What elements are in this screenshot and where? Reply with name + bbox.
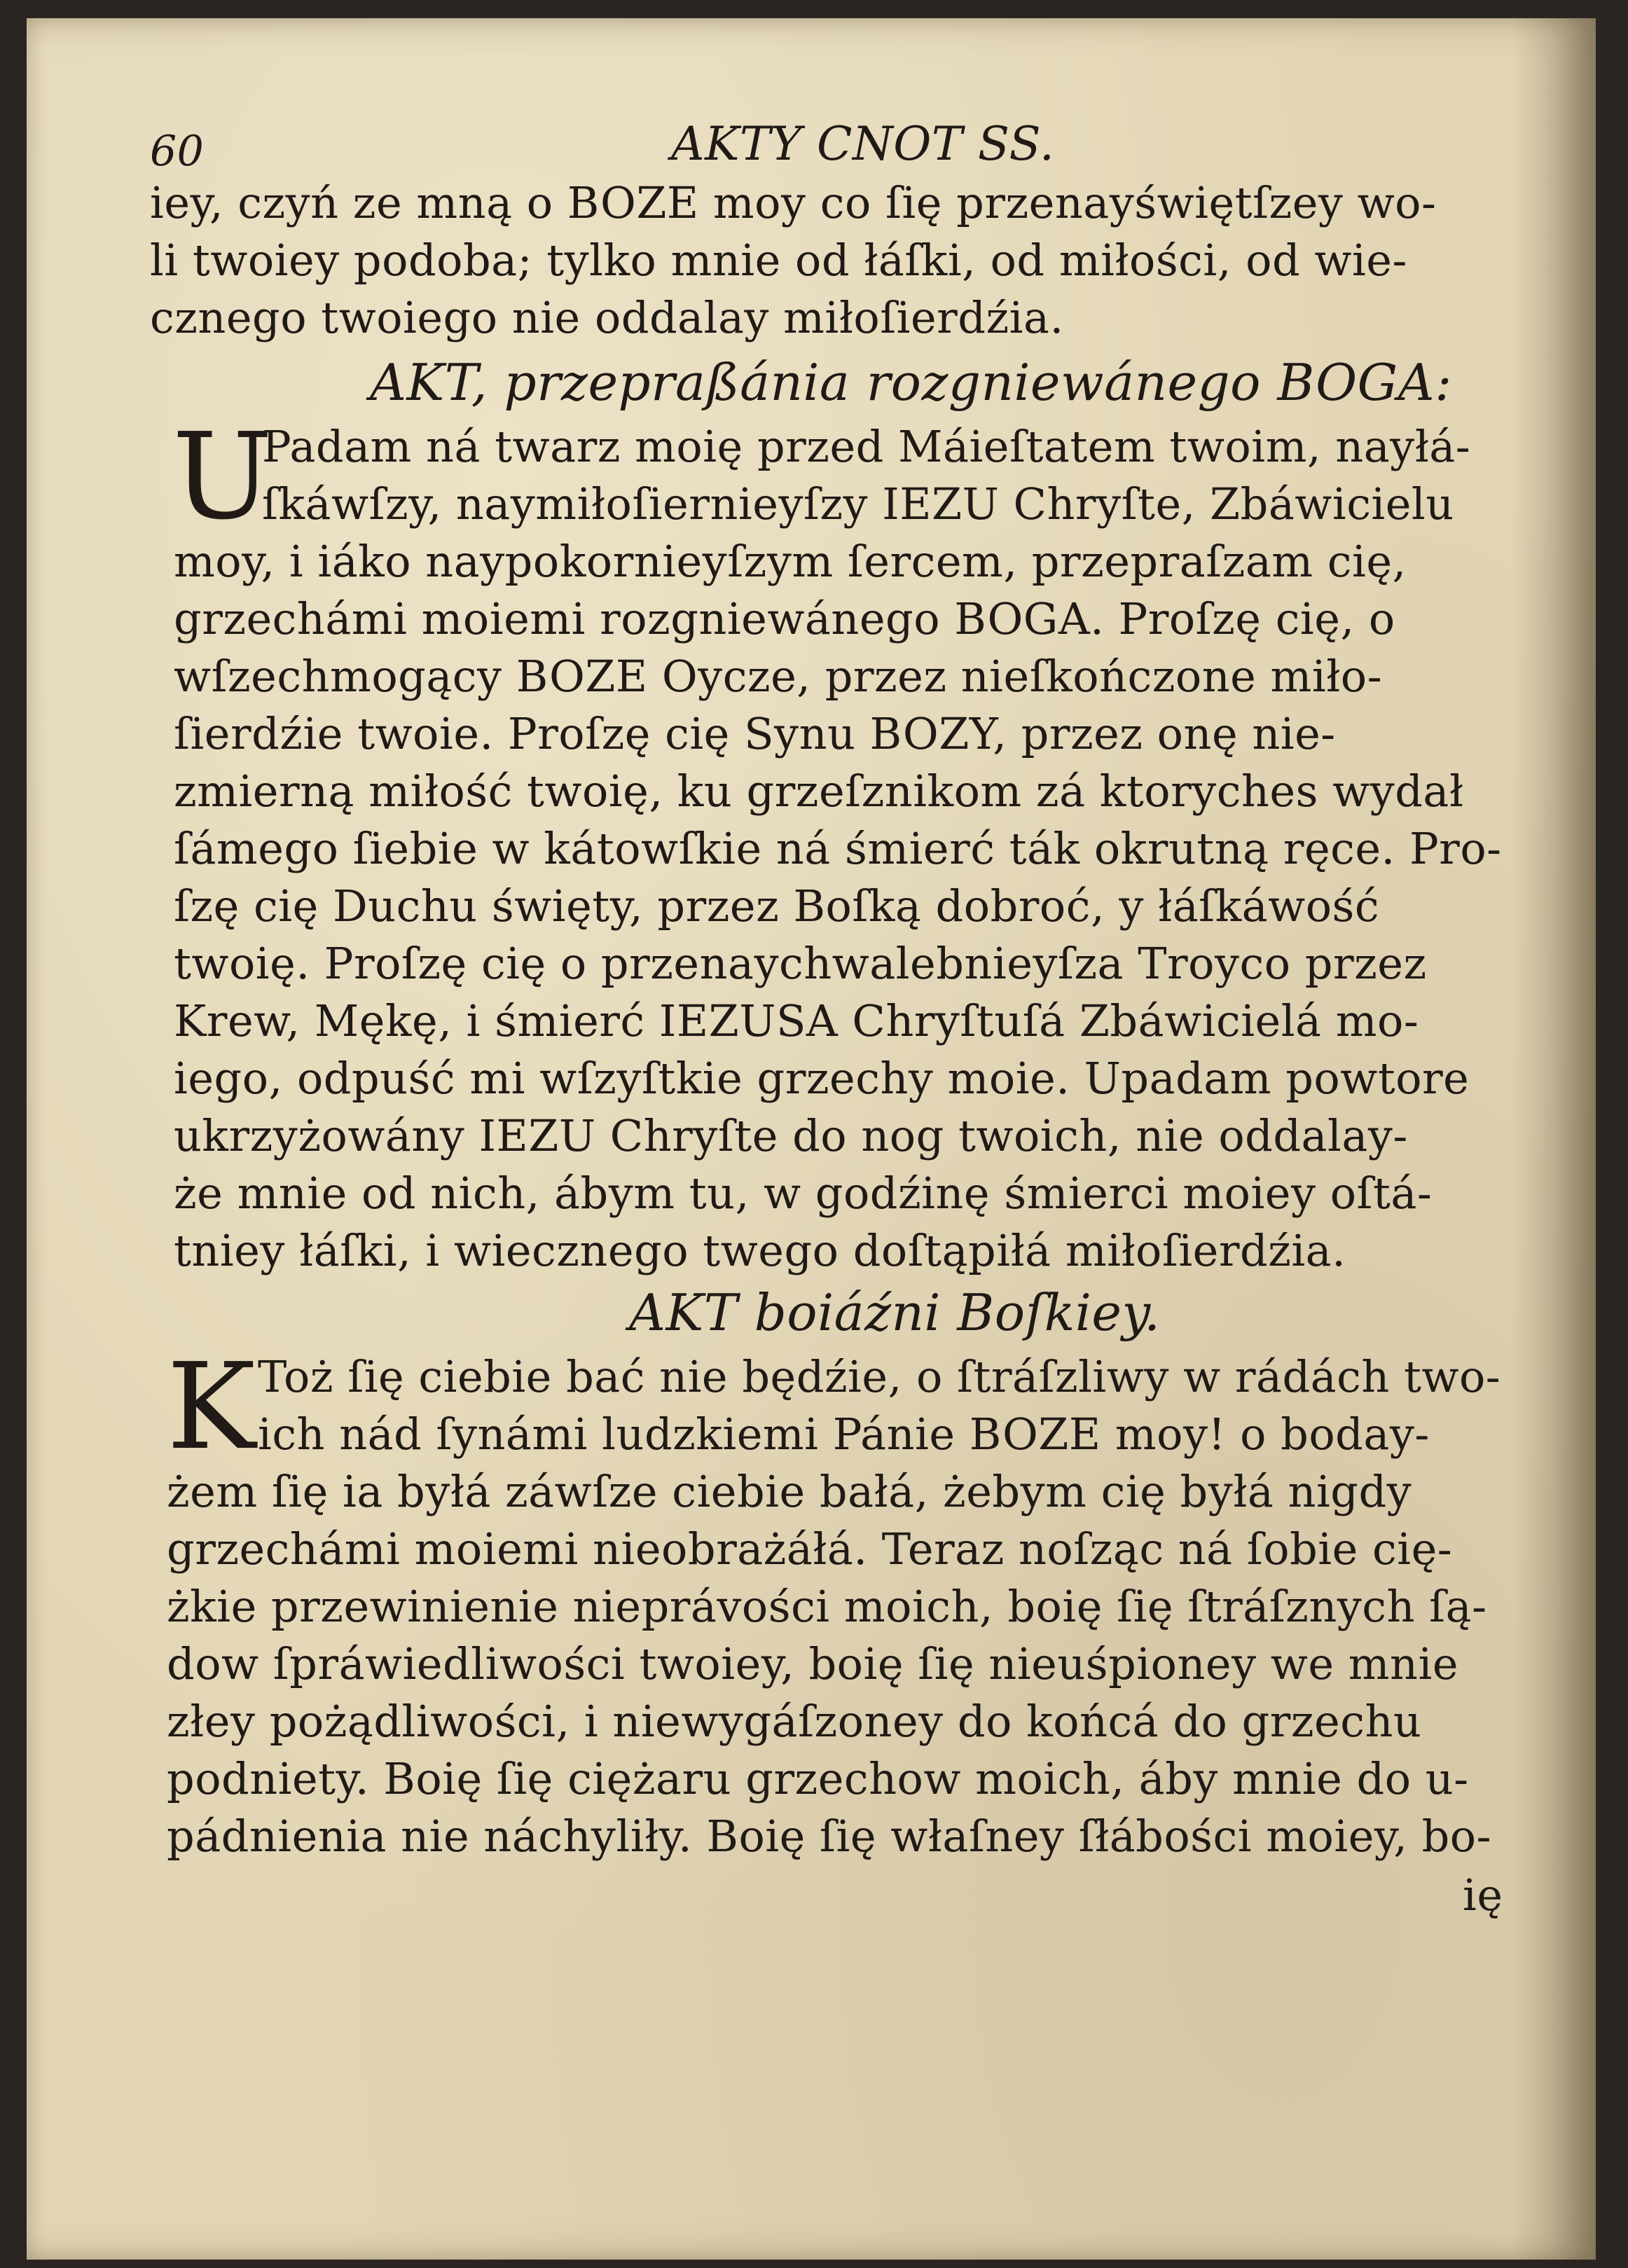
text-line: Krew, Mękę, i śmierć IEZUSA Chryſtuſá Zbáwicielá mo- — [174, 995, 1419, 1046]
text-line: ukrzyżowány IEZU Chryſte do nog twoich, nie oddalay- — [174, 1110, 1408, 1161]
text-line: ſzę cię Duchu święty, przez Boſką dobroć, y łáſkáwość — [174, 880, 1380, 932]
text-line: żkie przewinienie nieprávości moich, boię ſię ſtráſznych ſą- — [167, 1581, 1487, 1632]
text-line: tniey łáſki, i wiecznego twego doſtąpiłá miłoſierdźia. — [174, 1225, 1346, 1276]
drop-cap: U — [172, 408, 273, 546]
text-line: ſámego ſiebie w kátowſkie ná śmierć ták okrutną ręce. Pro- — [174, 823, 1502, 874]
text-line: zmierną miłość twoię, ku grzeſznikom zá ktoryches wydał — [174, 766, 1464, 817]
text-line: grzechámi moiemi nieobrażáłá. Teraz noſząc ná ſobie cię- — [167, 1523, 1453, 1575]
drop-cap: K — [167, 1338, 256, 1477]
text-line: złey pożądliwości, i niewygáſzoney do końcá do grzechu — [167, 1696, 1422, 1747]
text-line: cznego twoiego nie oddalay miłoſierdźia. — [150, 292, 1064, 343]
text-line: ſkáwſzy, naymiłoſiernieyſzy IEZU Chryſte, Zbáwicielu — [262, 478, 1454, 530]
page-number: 60 — [150, 127, 205, 176]
catchword: ię — [1463, 1869, 1503, 1921]
text-line: Padam ná twarz moię przed Máieſtatem twoim, nayłá- — [262, 421, 1471, 472]
text-line: twoię. Proſzę cię o przenaychwalebnieyſza Troyco przez — [174, 938, 1427, 989]
text-line: grzechámi moiemi rozgniewánego BOGA. Proſzę cię, o — [174, 593, 1395, 644]
section-heading: AKT boiáźni Boſkiey. — [629, 1283, 1161, 1342]
text-line: pádnienia nie náchyliły. Boię ſię właſney ſłábości moiey, bo- — [167, 1811, 1492, 1862]
text-line: Toż ſię ciebie bać nie będźie, o ſtráſzliwy w rádách two- — [258, 1351, 1501, 1402]
book-page — [27, 18, 1596, 2260]
text-line: moy, i iáko naypokornieyſzym ſercem, przepraſzam cię, — [174, 536, 1407, 587]
text-line: wſzechmogący BOZE Oycze, przez nieſkończone miło- — [174, 651, 1383, 702]
text-line: żem ſię ia byłá záwſze ciebie bałá, żebym cię byłá nigdy — [167, 1466, 1412, 1517]
text-line: podniety. Boię ſię ciężaru grzechow moich, áby mnie do u- — [167, 1753, 1469, 1804]
section-heading: AKT, przepraßánia rozgniewánego BOGA: — [370, 353, 1452, 412]
page-text — [27, 18, 1596, 2260]
text-line: ſierdźie twoie. Proſzę cię Synu BOZY, przez onę nie- — [174, 708, 1336, 759]
text-line: li twoiey podoba; tylko mnie od łáſki, od miłości, od wie- — [150, 235, 1407, 286]
text-line: iey, czyń ze mną o BOZE moy co ſię przenayświętſzey wo- — [150, 177, 1437, 228]
text-line: iego, odpuść mi wſzyſtkie grzechy moie. Upadam powtore — [174, 1053, 1470, 1104]
text-line: że mnie od nich, ábym tu, w godźinę śmierci moiey oſtá- — [174, 1168, 1433, 1219]
text-line: dow ſpráwiedliwości twoiey, boię ſię nieuśpioney we mnie — [167, 1638, 1459, 1689]
running-title: AKTY CNOT SS. — [671, 117, 1055, 171]
text-line: ich nád ſynámi ludzkiemi Pánie BOZE moy! o boday- — [258, 1409, 1430, 1460]
